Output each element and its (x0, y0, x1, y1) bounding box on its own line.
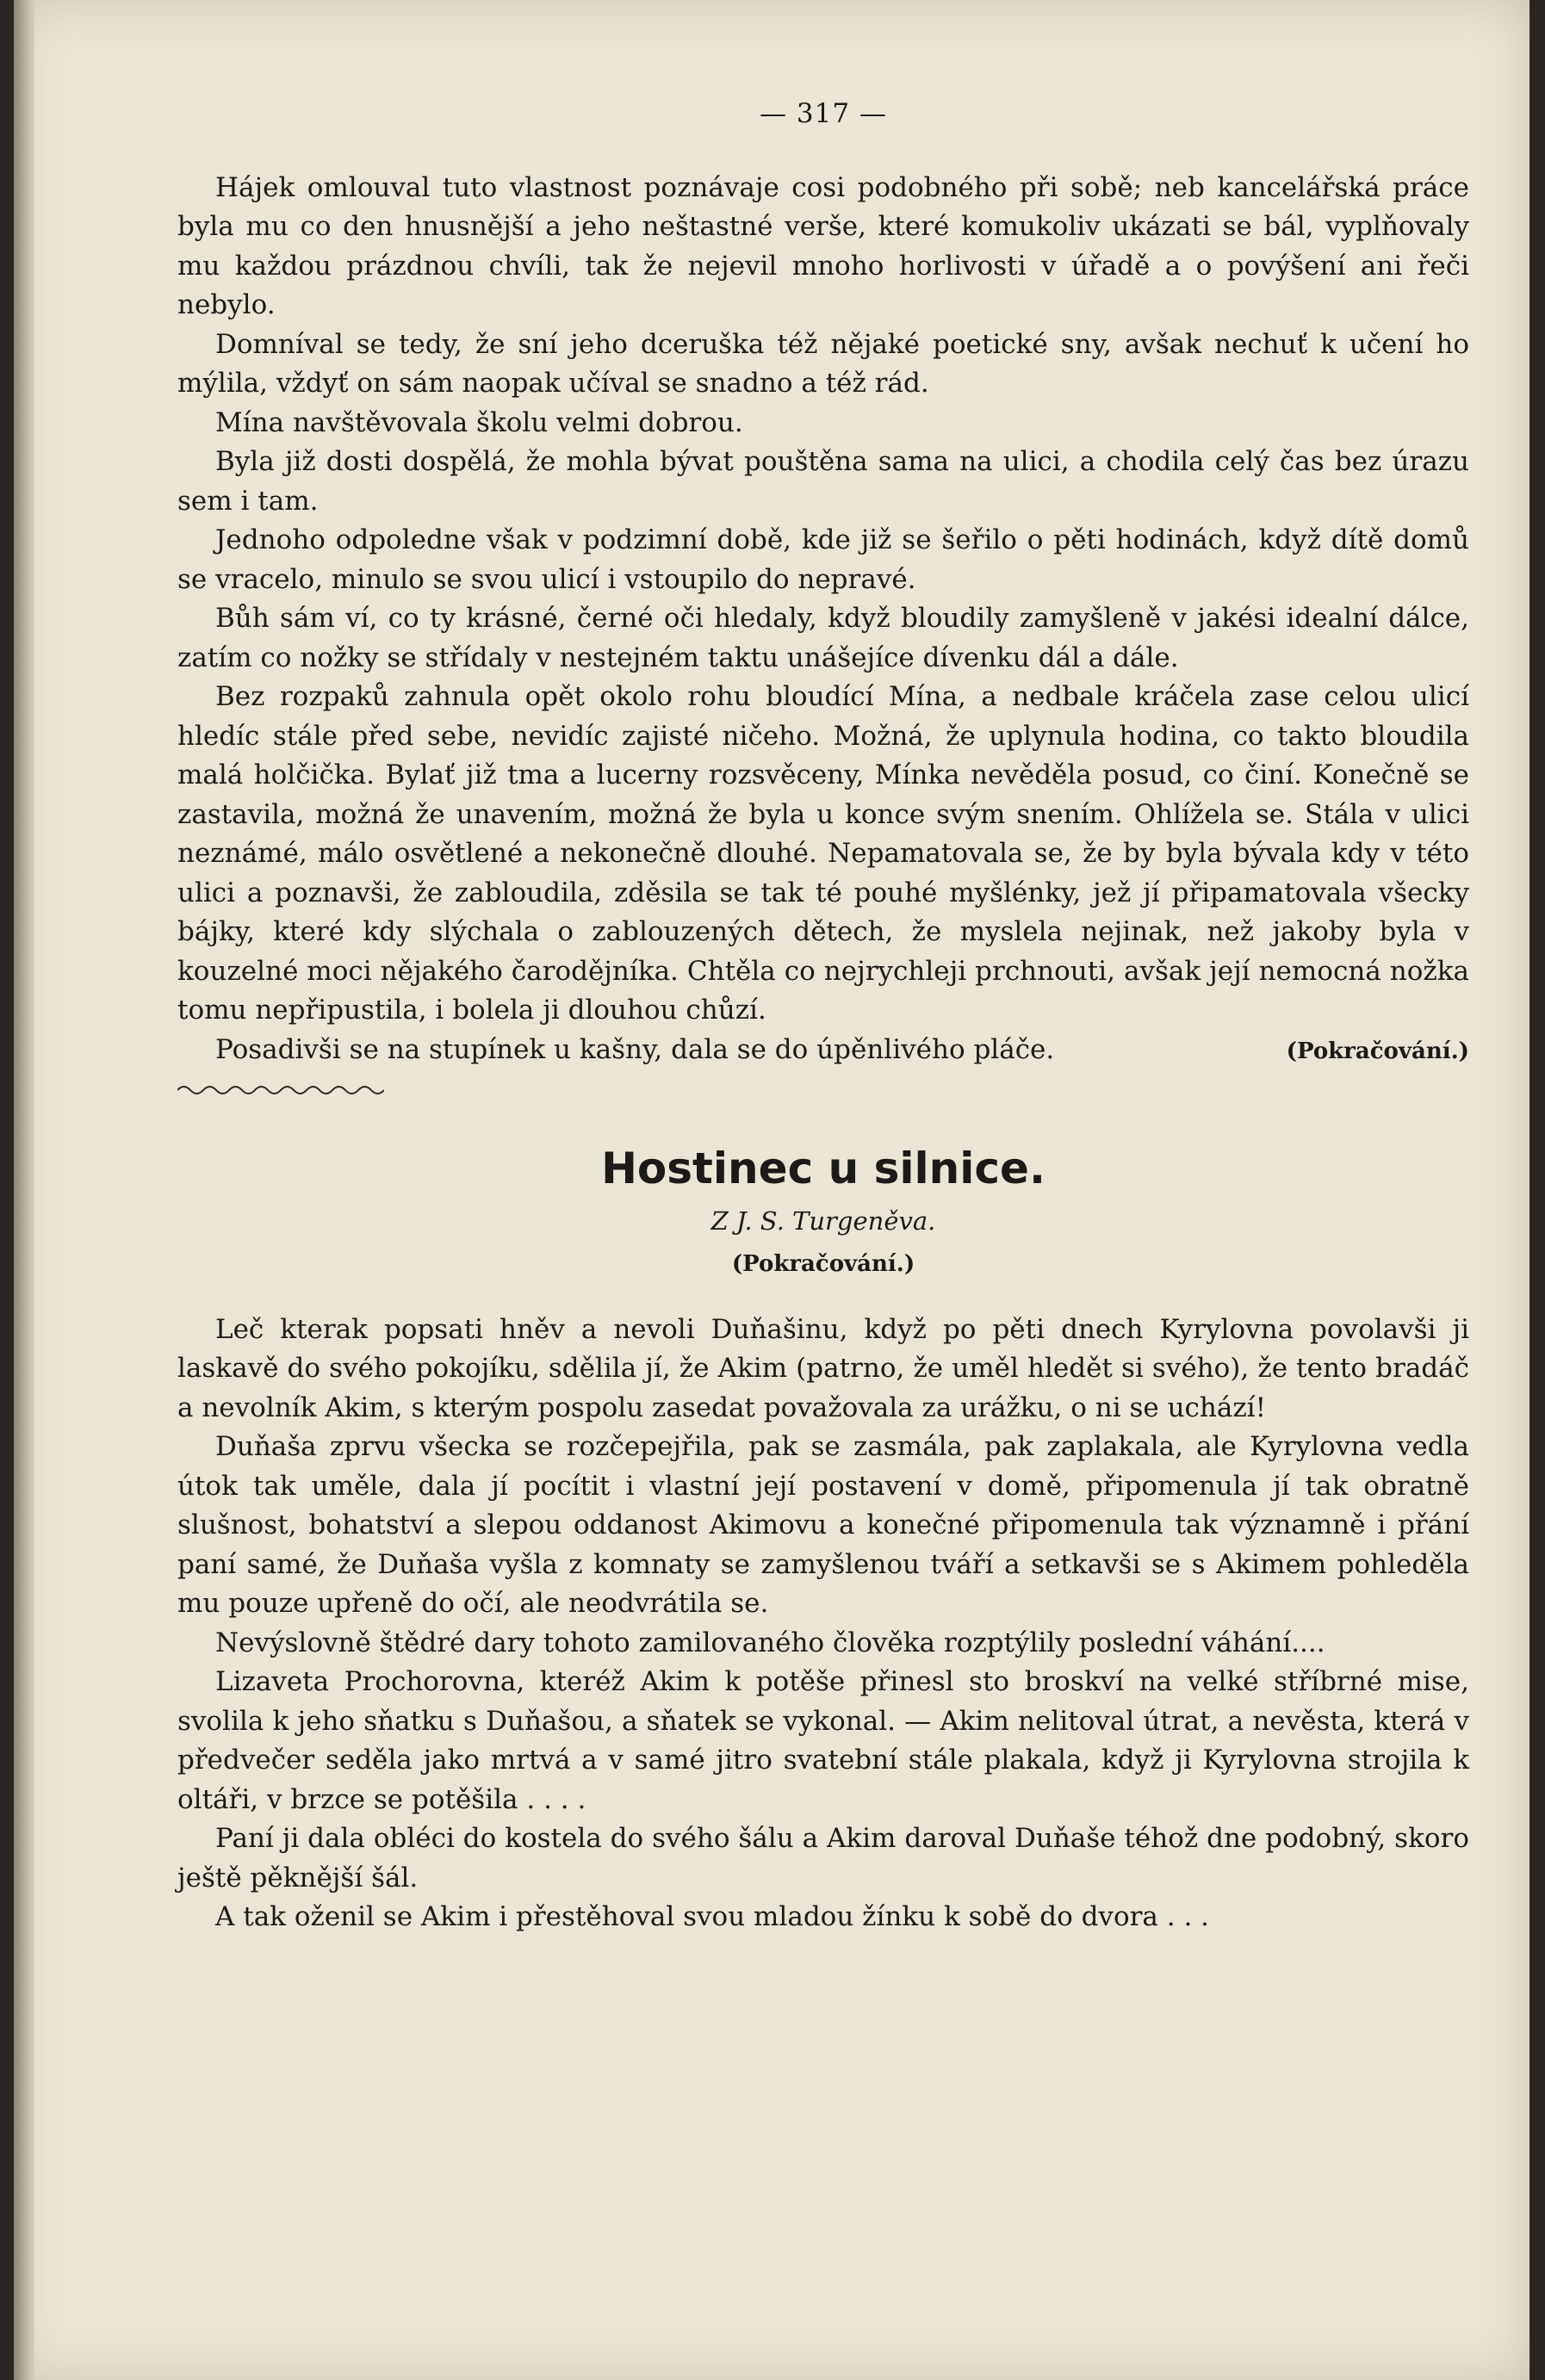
article-hostinec (177, 1140, 1469, 1937)
wavy-divider (177, 1082, 384, 1099)
story-title: Hostinec u silnice. (601, 1143, 1046, 1193)
paragraph: Domníval se tedy, že sní jeho dceruška též nějaké poetické sny, avšak nechuť k učení ho mýlila, vždyť on sám naopak učíval se snadno a též rád. (177, 328, 1469, 399)
paragraph: Lizaveta Prochorovna, kteréž Akim k potěše přinesl sto broskví na velké stříbrné mise, svolila k jeho sňatku s Duňašou, a sňatek se vykonal. — Akim nelitoval útrat, a nevěsta, která v předvečer seděla jako mrtvá a v samé jitro svatební stále plakala, když ji Kyrylovna strojila k oltáři, v brzce se potěšila . . . . (177, 1666, 1469, 1815)
paragraph: A tak oženil se Akim i přestěhoval svou mladou žínku k sobě do dvora . . . (215, 1901, 1210, 1932)
paragraph: Mína navštěvovala školu velmi dobrou. (215, 406, 743, 438)
paragraph: Nevýslovně štědré dary tohoto zamilovaného člověka rozptýlily poslední váhání.... (215, 1627, 1325, 1658)
paragraph: Leč kterak popsati hněv a nevoli Duňašinu, když po pěti dnech Kyrylovna povolavši ji laskavě do svého pokojíku, sdělila jí, že Akim (patrno, že uměl hledět si svého), že tento bradáč a nevolník Akim, s kterým pospolu zasedat považovala za urážku, o ni se uchází! (177, 1313, 1469, 1423)
story-continued-note: (Pokračování.) (731, 1250, 915, 1277)
article-continuation (177, 169, 1469, 1072)
paragraph: Bůh sám ví, co ty krásné, černé oči hledaly, když bloudily zamyšleně v jakési idealní dálce, zatím co nožky se střídaly v nestejném taktu unášejíce dívenku dál a dále. (177, 603, 1469, 673)
paragraph: Hájek omlouval tuto vlastnost poznávaje cosi podobného při sobě; neb kancelářská práce byla mu co den hnusnější a jeho neštastné verše, které komukoliv ukázati se bál, vyplňovaly mu každou prázdnou chvíli, tak že nejevil mnoho horlivosti v úřadě a o povýšení ani řeči nebylo. (177, 171, 1469, 320)
paragraph: Jednoho odpoledne však v podzimní době, kde již se šeřilo o pěti hodinách, když dítě domů se vracelo, minulo se svou ulicí i vstoupilo do nepravé. (177, 524, 1469, 595)
closing-line (177, 1031, 1469, 1072)
page-edge (14, 0, 34, 2380)
page-number: — 317 — (760, 98, 887, 129)
story-author: Z J. S. Turgeněva. (710, 1205, 936, 1236)
continued-note: (Pokračování.) (1286, 1038, 1469, 1064)
paragraph: Bez rozpaků zahnula opět okolo rohu bloudící Mína, a nedbale kráčela zase celou ulicí hledíc stále před sebe, nevidíc zajisté ničeho. Možná, že uplynula hodina, co takto bloudila malá holčička. Bylať již tma a lucerny rozsvěceny, Mínka nevěděla posud, co činí. Konečně se zastavila, možná že unavením, možná že byla u konce svým snením. Ohlížela se. Stála v ulici neznámé, málo osvětlené a nekonečně dlouhé. Nepamatovala se, že by byla bývala kdy v této ulici a poznavši, že zabloudila, zděsila se tak té pouhé myšlénky, jež jí připamatovala všecky bájky, které kdy slýchala o zablouzených dětech, že myslela nejinak, než jakoby byla v kouzelné moci nějakého čarodějníka. Chtěla co nejrychleji prchnouti, avšak její nemocná nožka tomu nepřipustila, i bolela ji dlouhou chůzí. (177, 681, 1469, 1026)
paragraph: Paní ji dala obléci do kostela do svého šálu a Akim daroval Duňaše téhož dne podobný, skoro ještě pěknější šál. (177, 1823, 1469, 1893)
closing-sentence: Posadivši se na stupínek u kašny, dala se do úpěnlivého pláče. (215, 1033, 1055, 1065)
book-page (14, 0, 1529, 2380)
paragraph: Duňaša zprvu všecka se rozčepejřila, pak se zasmála, pak zaplakala, ale Kyrylovna vedla útok tak uměle, dala jí pocítit i vlastní její postavení v domě, připomenula jí tak obratně slušnost, bohatství a slepou oddanost Akimovu a konečné připomenula tak významně i přání paní samé, že Duňaša vyšla z komnaty se zamyšlenou tváří a setkavši se s Akimem pohleděla mu pouze upřeně do očí, ale neodvrátila se. (177, 1431, 1469, 1619)
paragraph: Byla již dosti dospělá, že mohla bývat pouštěna sama na ulici, a chodila celý čas bez úrazu sem i tam. (177, 446, 1469, 517)
page-content (177, 95, 1469, 1937)
